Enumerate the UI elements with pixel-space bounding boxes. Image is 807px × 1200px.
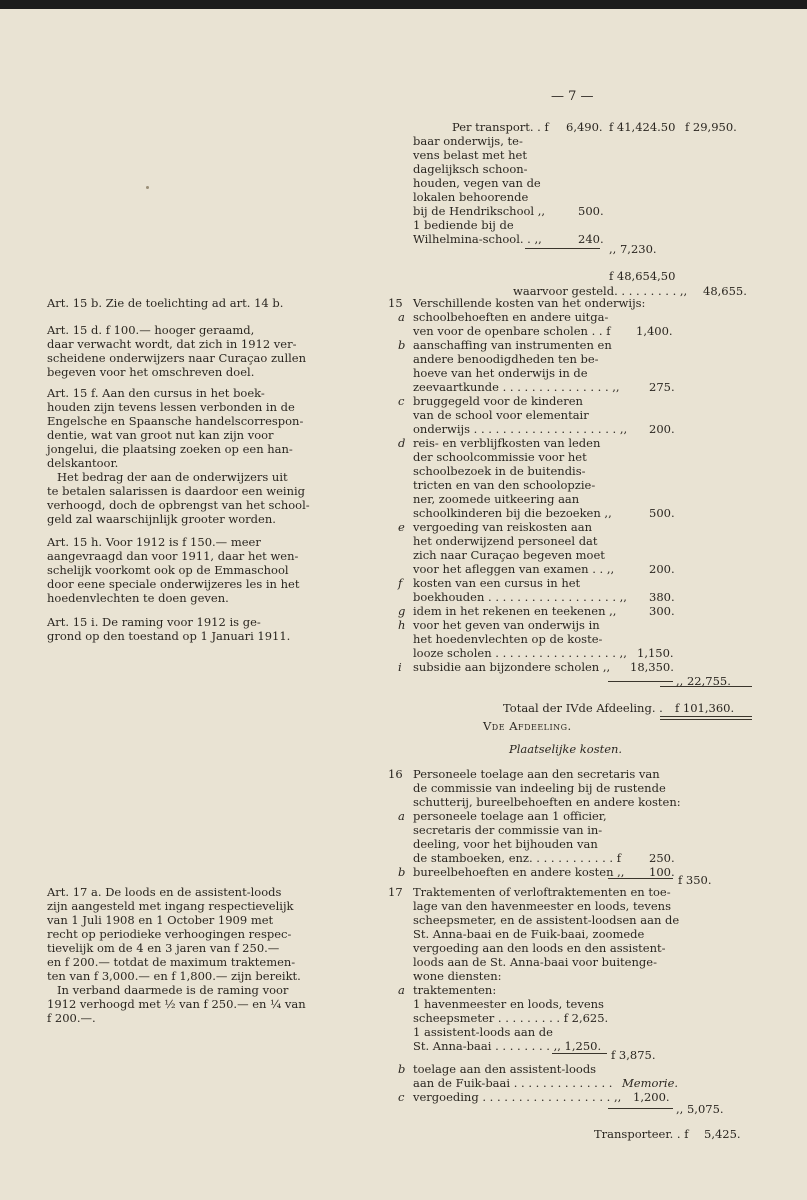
speck <box>146 186 149 189</box>
note-line: tievelijk om de 4 en 3 jaren van f 250.— <box>47 941 280 955</box>
transport-label: Per transport. . f <box>452 120 549 134</box>
note-line: 1912 verhoogd met ½ van f 250.— en ¼ van <box>47 997 306 1011</box>
sub-letter: a <box>398 809 405 823</box>
text-line: deeling, voor het bijhouden van <box>413 837 598 851</box>
amount: 300. <box>649 604 675 618</box>
text-line: waarvoor gesteld. . . . . . . . . ,, <box>513 284 688 298</box>
sub-letter: c <box>398 394 405 408</box>
sub-letter: f <box>398 576 403 590</box>
item-number: 17 <box>388 885 403 899</box>
note-line: te betalen salarissen is daardoor een weinig <box>47 484 306 498</box>
item-title: Verschillende kosten van het onderwijs: <box>413 296 646 310</box>
text-line: bureelbehoeften en andere kosten ,, <box>413 865 625 879</box>
text-line: baar onderwijs, te- <box>413 134 523 148</box>
text-line: voor het geven van onderwijs in <box>413 618 600 632</box>
sub-letter: h <box>398 618 406 632</box>
subtotal: ,, 5,075. <box>676 1102 724 1116</box>
note-line: In verband daarmede is de raming voor <box>57 983 289 997</box>
section-heading: Vde Afdeeling. <box>483 719 572 733</box>
amount: 48,655. <box>703 284 747 298</box>
text-line: de commissie van indeeling bij de rustende <box>413 781 666 795</box>
text-line: aan de Fuik-baai . . . . . . . . . . . . . . <box>413 1076 613 1090</box>
amount: 100. <box>649 865 675 879</box>
text-line: het hoedenvlechten op de koste- <box>413 632 603 646</box>
text-line: idem in het rekenen en teekenen ,, <box>413 604 617 618</box>
text-line: toelage aan den assistent-loods <box>413 1062 597 1076</box>
scan-top-edge <box>0 0 807 9</box>
subtotal: ,, 7,230. <box>609 242 657 256</box>
text-line: Wilhelmina-school. . ,, <box>413 232 542 246</box>
text-line: kosten van een cursus in het <box>413 576 581 590</box>
subtotal: ,, 22,755. <box>676 674 731 688</box>
text-line: 1 havenmeester en loods, tevens <box>413 997 604 1011</box>
note-line: Art. 17 a. De loods en de assistent-loods <box>47 885 282 899</box>
text-line: der schoolcommissie voor het <box>413 450 587 464</box>
sub-letter: a <box>398 983 405 997</box>
text-line: voor het afleggen van examen . . ,, <box>413 562 615 576</box>
amount: 275. <box>649 380 675 394</box>
note-line: Art. 15 f. Aan den cursus in het boek- <box>47 386 265 400</box>
sub-letter: b <box>398 865 406 879</box>
sub-letter: g <box>398 604 406 618</box>
section-subheading: Plaatselijke kosten. <box>509 742 623 756</box>
text-line: vens belast met het <box>413 148 527 162</box>
text-line: Personeele toelage aan den secretaris van <box>413 767 660 781</box>
note-line: begeven voor het omschreven doel. <box>47 365 255 379</box>
amount: 500. <box>578 204 604 218</box>
text-line: tricten en van den schoolopzie- <box>413 478 596 492</box>
text-line: hoeve van het onderwijs in de <box>413 366 588 380</box>
text-line: vergoeding . . . . . . . . . . . . . . . . . . ,, <box>413 1090 622 1104</box>
text-line: houden, vegen van de <box>413 176 541 190</box>
note-line: van 1 Juli 1908 en 1 October 1909 met <box>47 913 274 927</box>
sub-letter: e <box>398 520 405 534</box>
subtotal: f 350. <box>678 873 712 887</box>
sum-rule <box>608 681 673 682</box>
text-line: andere benoodigdheden ten be- <box>413 352 599 366</box>
text-line: scheepsmeter, en de assistent-loodsen aan de <box>413 913 680 927</box>
text-line: Traktementen of verloftraktementen en toe- <box>413 885 671 899</box>
amount: Memorie. <box>622 1076 679 1090</box>
note-line: Art. 15 d. f 100.— hooger geraamd, <box>47 323 255 337</box>
item-number: 15 <box>388 296 403 310</box>
text-line: schutterij, bureelbehoeften en andere kosten: <box>413 795 681 809</box>
text-line: scheepsmeter . . . . . . . . . f 2,625. <box>413 1011 609 1025</box>
amount: 240. <box>578 232 604 246</box>
transport-amount-b: f 41,424.50 <box>609 120 676 134</box>
text-line: van de school voor elementair <box>413 408 589 422</box>
note-line: hoedenvlechten te doen geven. <box>47 591 229 605</box>
text-line: wone diensten: <box>413 969 502 983</box>
amount: 1,200. <box>633 1090 670 1104</box>
note-line: houden zijn tevens lessen verbonden in de <box>47 400 295 414</box>
text-line: bij de Hendrikschool ,, <box>413 204 546 218</box>
text-line: schoolbehoeften en andere uitga- <box>413 310 609 324</box>
amount: 1,400. <box>636 324 673 338</box>
transporteer-label: Transporteer. . f <box>594 1127 689 1141</box>
sum-rule <box>608 878 673 879</box>
text-line: lage van den havenmeester en loods, tevens <box>413 899 671 913</box>
transport-amount-c: f 29,950. <box>685 120 737 134</box>
sub-letter: d <box>398 436 406 450</box>
amount: 200. <box>649 422 675 436</box>
note-line: recht op periodieke verhoogingen respec- <box>47 927 292 941</box>
text-line: 1 bediende bij de <box>413 218 514 232</box>
transport-amount-a: 6,490. <box>566 120 603 134</box>
text-line: de stamboeken, enz. . . . . . . . . . . . f <box>413 851 621 865</box>
sub-letter: b <box>398 1062 406 1076</box>
total-rule <box>660 686 752 687</box>
text-line: dagelijksch schoon- <box>413 162 528 176</box>
text-line: zeevaartkunde . . . . . . . . . . . . . . . ,, <box>413 380 620 394</box>
text-line: secretaris der commissie van in- <box>413 823 603 837</box>
note-line: delskantoor. <box>47 456 119 470</box>
note-line: zijn aangesteld met ingang respectievelijk <box>47 899 294 913</box>
sub-letter: i <box>398 660 402 674</box>
text-line: reis- en verblijfkosten van leden <box>413 436 601 450</box>
text-line: schoolbezoek in de buitendis- <box>413 464 586 478</box>
transporteer-amount: 5,425. <box>704 1127 741 1141</box>
note-line: daar verwacht wordt, dat zich in 1912 ver- <box>47 337 297 351</box>
text-line: personeele toelage aan 1 officier, <box>413 809 607 823</box>
note-line: verhoogd, doch de opbrengst van het school- <box>47 498 310 512</box>
subtotal: f 3,875. <box>611 1048 656 1062</box>
sub-letter: b <box>398 338 406 352</box>
note-line: Art. 15 i. De raming voor 1912 is ge- <box>47 615 261 629</box>
amount: 380. <box>649 590 675 604</box>
subtotal: f 48,654,50 <box>609 269 676 283</box>
note-line: door eene speciale onderwijzeres les in het <box>47 577 300 591</box>
note-line: Engelsche en Spaansche handelscorrespon- <box>47 414 304 428</box>
note-line: Het bedrag der aan de onderwijzers uit <box>57 470 288 484</box>
note-line: scheidene onderwijzers naar Curaçao zullen <box>47 351 307 365</box>
text-line: 1 assistent-loods aan de <box>413 1025 553 1039</box>
note-line: grond op den toestand op 1 Januari 1911. <box>47 629 291 643</box>
text-line: looze scholen . . . . . . . . . . . . . . . . . ,, <box>413 646 627 660</box>
note-line: geld zal waarschijnlijk grooter worden. <box>47 512 276 526</box>
note-15b: Art. 15 b. Zie de toelichting ad art. 14 b. <box>47 296 284 310</box>
amount: 1,150. <box>637 646 674 660</box>
text-line: lokalen behoorende <box>413 190 529 204</box>
text-line: St. Anna-baai en de Fuik-baai, zoomede <box>413 927 645 941</box>
text-line: boekhouden . . . . . . . . . . . . . . . . . . ,, <box>413 590 627 604</box>
text-line: zich naar Curaçao begeven moet <box>413 548 605 562</box>
afdeeling-total-label: Totaal der IVde Afdeeling. . <box>503 701 663 715</box>
text-line: subsidie aan bijzondere scholen ,, <box>413 660 611 674</box>
text-line: aanschaffing van instrumenten en <box>413 338 612 352</box>
text-line: loods aan de St. Anna-baai voor buitenge- <box>413 955 657 969</box>
sum-rule <box>525 248 600 249</box>
note-line: dentie, wat van groot nut kan zijn voor <box>47 428 274 442</box>
sum-rule <box>552 1053 607 1054</box>
double-rule <box>660 719 752 720</box>
amount: 500. <box>649 506 675 520</box>
note-line: f 200.—. <box>47 1011 96 1025</box>
sub-letter: c <box>398 1090 405 1104</box>
amount: 18,350. <box>630 660 674 674</box>
note-line: aangevraagd dan voor 1911, daar het wen- <box>47 549 299 563</box>
text-line: ner, zoomede uitkeering aan <box>413 492 580 506</box>
item-number: 16 <box>388 767 403 781</box>
text-line: het onderwijzend personeel dat <box>413 534 598 548</box>
text-line: traktementen: <box>413 983 497 997</box>
text-line: onderwijs . . . . . . . . . . . . . . . . . . . . ,, <box>413 422 628 436</box>
afdeeling-total-amount: f 101,360. <box>675 701 735 715</box>
text-line: schoolkinderen bij die bezoeken ,, <box>413 506 612 520</box>
text-line: bruggegeld voor de kinderen <box>413 394 583 408</box>
amount: 250. <box>649 851 675 865</box>
text-line: St. Anna-baai . . . . . . . . ,, 1,250. <box>413 1039 602 1053</box>
amount: 200. <box>649 562 675 576</box>
sum-rule <box>608 1108 673 1109</box>
note-line: Art. 15 h. Voor 1912 is f 150.— meer <box>47 535 261 549</box>
note-line: jongelui, die plaatsing zoeken op een han- <box>47 442 293 456</box>
text-line: vergoeding van reiskosten aan <box>413 520 593 534</box>
note-line: schelijk voorkomt ook op de Emmaschool <box>47 563 289 577</box>
text-line: ven voor de openbare scholen . . f <box>413 324 611 338</box>
note-line: ten van f 3,000.— en f 1,800.— zijn bereikt. <box>47 969 301 983</box>
double-rule <box>660 716 752 717</box>
text-line: vergoeding aan den loods en den assistent- <box>413 941 666 955</box>
page-number: — 7 — <box>551 89 594 104</box>
sub-letter: a <box>398 310 405 324</box>
note-line: en f 200.— totdat de maximum traktemen- <box>47 955 296 969</box>
